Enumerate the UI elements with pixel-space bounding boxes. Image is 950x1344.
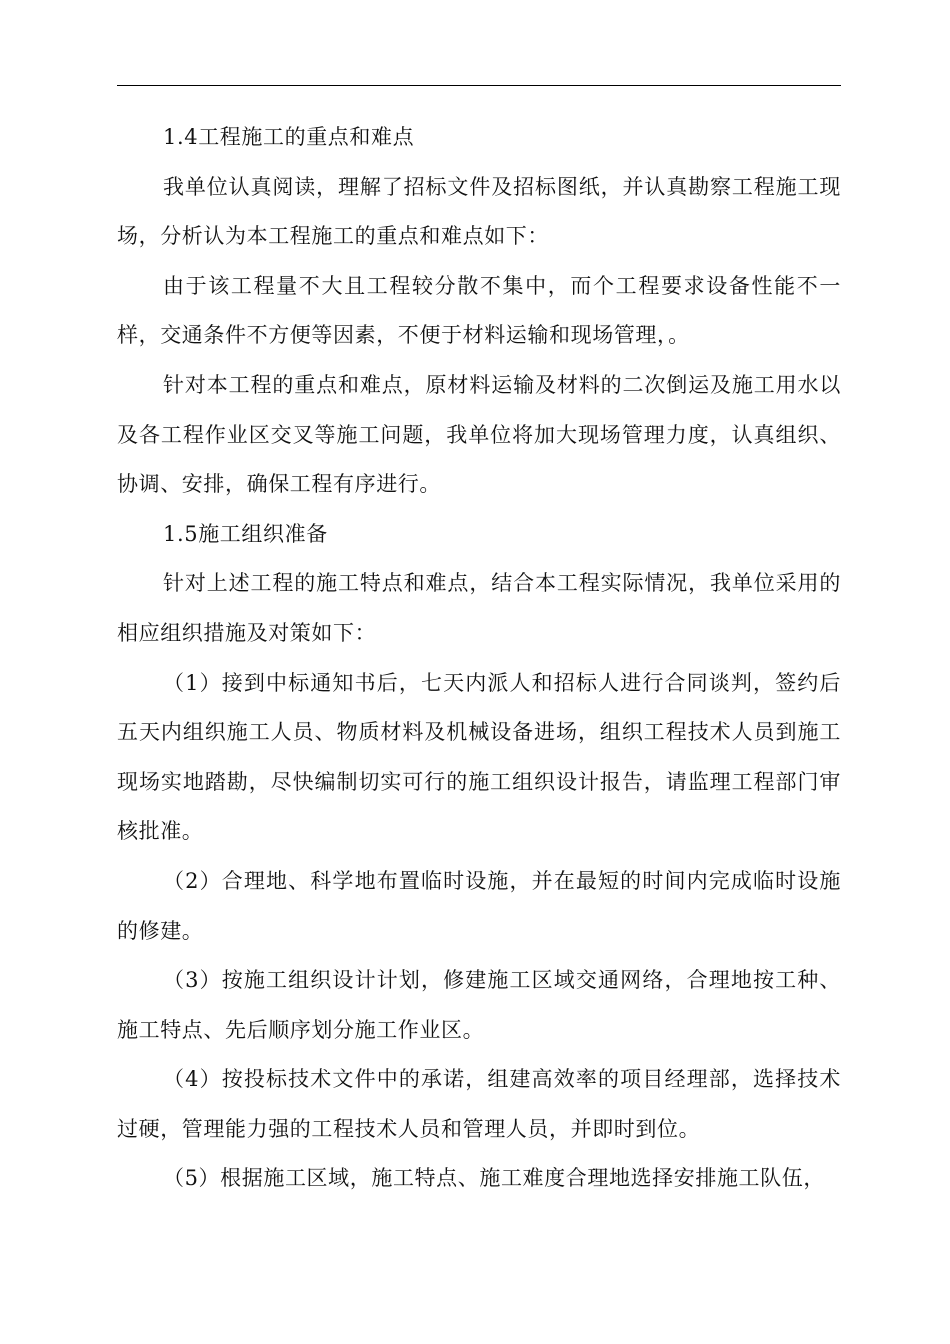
list-paragraph: （4）按投标技术文件中的承诺，组建高效率的项目经理部，选择技术过硬，管理能力强的工程技术人员和管理人员，并即时到位。 (117, 1067, 841, 1141)
body-paragraph: 针对本工程的重点和难点，原材料运输及材料的二次倒运及施工用水以及各工程作业区交叉等施工问题，我单位将加大现场管理力度，认真组织、协调、安排，确保工程有序进行。 (117, 372, 841, 497)
body-paragraph: 针对上述工程的施工特点和难点，结合本工程实际情况，我单位采用的相应组织措施及对策如下： (117, 571, 841, 645)
list-paragraph: （1）接到中标通知书后，七天内派人和招标人进行合同谈判，签约后五天内组织施工人员、物质材料及机械设备进场，组织工程技术人员到施工现场实地踏勘，尽快编制切实可行的施工组织设计报告，请监理工程部门审核批准。 (117, 670, 841, 844)
list-paragraph: （3）按施工组织设计计划，修建施工区域交通网络，合理地按工种、施工特点、先后顺序划分施工作业区。 (117, 968, 841, 1042)
document-body (117, 113, 841, 1204)
body-paragraph: 由于该工程量不大且工程较分散不集中，而个工程要求设备性能不一样，交通条件不方便等因素，不便于材料运输和现场管理，。 (117, 273, 841, 348)
section-heading: 1.5施工组织准备 (163, 521, 328, 546)
header-rule (117, 85, 841, 86)
list-paragraph: （2）合理地、科学地布置临时设施，并在最短的时间内完成临时设施的修建。 (117, 868, 841, 943)
section-heading: 1.4工程施工的重点和难点 (163, 125, 415, 149)
body-paragraph: 我单位认真阅读，理解了招标文件及招标图纸，并认真勘察工程施工现场，分析认为本工程施工的重点和难点如下： (117, 174, 841, 249)
list-paragraph: （5）根据施工区域，施工特点、施工难度合理地选择安排施工队伍， (163, 1166, 825, 1191)
